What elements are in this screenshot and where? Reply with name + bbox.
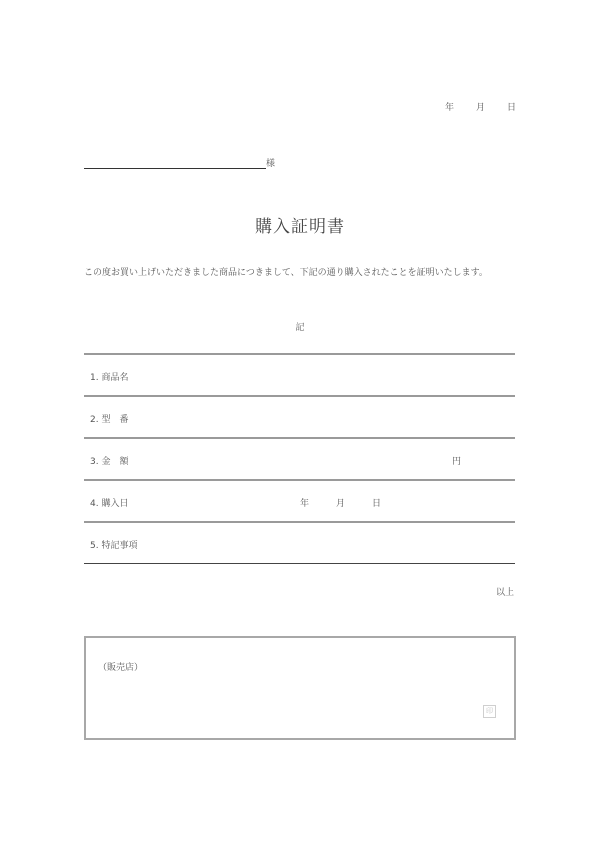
item-label-product-name: 1. 商品名 — [90, 373, 129, 383]
certification-statement: この度お買い上げいただきました商品につきまして、下記の通り購入されたことを証明いたします。 — [84, 268, 488, 278]
item-label-amount: 3. 金 額 — [90, 457, 129, 467]
issue-date-month: 月 — [475, 103, 485, 113]
issue-date-year: 年 — [444, 103, 454, 113]
item-row-purchase-date[interactable] — [84, 481, 515, 523]
ki-marker: 記 — [295, 323, 305, 333]
closing-ijou: 以上 — [495, 588, 514, 598]
item-row-amount[interactable] — [84, 439, 515, 481]
purchase-date-year: 年 — [300, 499, 310, 509]
item-row-product-name[interactable] — [84, 355, 515, 397]
recipient-honorific: 様 — [266, 159, 276, 169]
purchase-date-month: 月 — [336, 499, 346, 509]
purchase-date-fields — [300, 496, 381, 509]
issue-date-day: 日 — [506, 103, 516, 113]
item-row-special-notes[interactable] — [84, 523, 515, 564]
recipient-name-line[interactable] — [84, 168, 266, 169]
item-label-model-number: 2. 型 番 — [90, 415, 129, 425]
item-label-special-notes: 5. 特記事項 — [90, 541, 138, 551]
document-title: 購入証明書 — [255, 217, 345, 237]
seal-mark: 印 — [483, 705, 496, 718]
item-label-purchase-date: 4. 購入日 — [90, 499, 129, 509]
issue-date — [445, 100, 516, 113]
store-label: （販売店） — [98, 663, 144, 673]
amount-unit: 円 — [452, 457, 462, 467]
item-row-model-number[interactable] — [84, 397, 515, 439]
item-table — [84, 353, 515, 564]
purchase-date-day: 日 — [372, 499, 382, 509]
store-box[interactable] — [84, 636, 516, 740]
